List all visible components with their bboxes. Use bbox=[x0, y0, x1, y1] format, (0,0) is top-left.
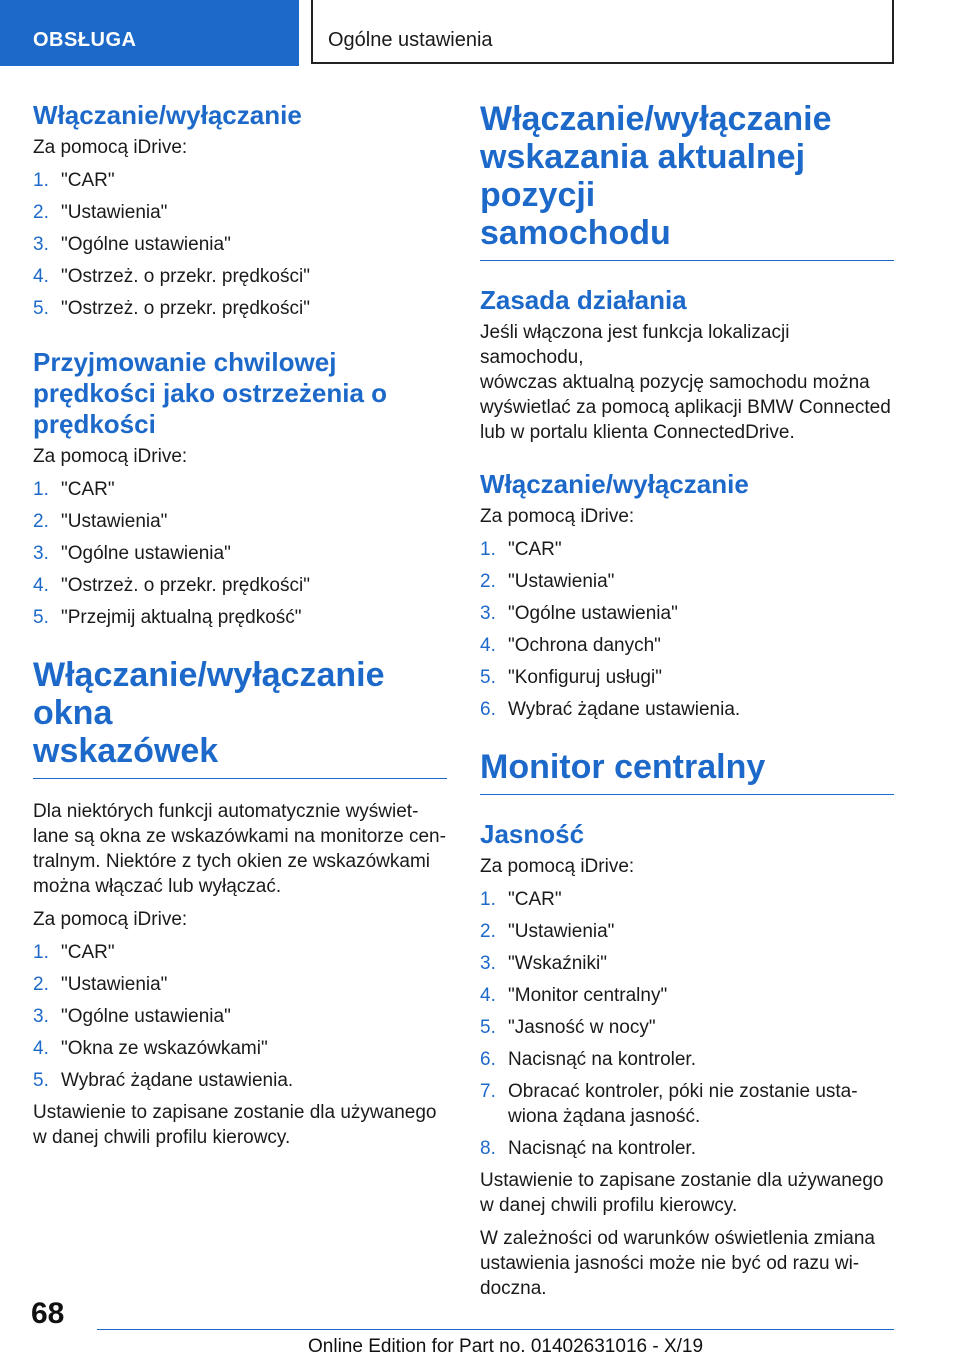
step-item: 1. "CAR" bbox=[33, 479, 115, 500]
step-item: 1. "CAR" bbox=[480, 889, 562, 910]
step-item: 3. "Ogólne ustawienia" bbox=[33, 234, 231, 255]
section-heading-principle: Zasada działania bbox=[480, 285, 687, 315]
step-item: 5. Wybrać żądane ustawienia. bbox=[33, 1070, 294, 1091]
note-text: Ustawienie to zapisane zostanie dla używanego w danej chwili profilu kierowcy. bbox=[33, 1102, 437, 1148]
step-item: 1. "CAR" bbox=[33, 170, 115, 191]
intro-text: Za pomocą iDrive: bbox=[480, 506, 635, 527]
steps-list bbox=[480, 887, 894, 1161]
section-tab[interactable] bbox=[0, 0, 299, 66]
step-item: 1. "CAR" bbox=[33, 942, 115, 963]
step-item: 3. "Ogólne ustawienia" bbox=[33, 1006, 231, 1027]
step-item: 2. "Ustawienia" bbox=[33, 511, 168, 532]
step-item: 5. "Przejmij aktualną prędkość" bbox=[33, 607, 302, 628]
steps-list bbox=[33, 940, 447, 1093]
step-item: 1. "CAR" bbox=[480, 539, 562, 560]
section-heading-position: Włączanie/wyłączanie wskazania aktualnej pozycji samochodu bbox=[480, 100, 894, 261]
footer-edition: Online Edition for Part no. 01402631016 - X/19 bbox=[308, 1336, 704, 1357]
step-item: 4. "Ostrzeż. o przekr. prędkości" bbox=[33, 575, 310, 596]
intro-text: Za pomocą iDrive: bbox=[480, 856, 635, 877]
right-column bbox=[480, 100, 894, 1301]
steps-list bbox=[33, 477, 447, 630]
note-text: Ustawienie to zapisane zostanie dla używanego w danej chwili profilu kierowcy. bbox=[480, 1170, 884, 1216]
section-heading-brightness: Jasność bbox=[480, 819, 585, 849]
step-item: 5. "Ostrzeż. o przekr. prędkości" bbox=[33, 298, 310, 319]
page-title: Ogólne ustawienia bbox=[328, 29, 493, 51]
intro-text: Za pomocą iDrive: bbox=[33, 446, 188, 467]
step-item: 5. "Jasność w nocy" bbox=[480, 1017, 656, 1038]
step-item: 5. "Konfiguruj usługi" bbox=[480, 667, 662, 688]
step-item: 2. "Ustawienia" bbox=[480, 921, 615, 942]
step-item: 6. Nacisnąć na kontroler. bbox=[480, 1049, 696, 1070]
step-item: 2. "Ustawienia" bbox=[33, 202, 168, 223]
section-heading-monitor: Monitor centralny bbox=[480, 748, 894, 795]
left-column bbox=[33, 100, 447, 1150]
step-item: 4. "Ochrona danych" bbox=[480, 635, 661, 656]
step-item: 8. Nacisnąć na kontroler. bbox=[480, 1138, 696, 1159]
section-heading-power: Włączanie/wyłączanie bbox=[33, 100, 302, 130]
intro-text: Za pomocą iDrive: bbox=[33, 909, 188, 930]
steps-list bbox=[480, 537, 894, 722]
step-item: 3. "Ogólne ustawienia" bbox=[480, 603, 678, 624]
footer-divider bbox=[97, 1329, 894, 1330]
step-item: 3. "Ogólne ustawienia" bbox=[33, 543, 231, 564]
step-item: 4. "Ostrzeż. o przekr. prędkości" bbox=[33, 266, 310, 287]
section-heading-speed: Przyjmowanie chwilowej prędkości jako ostrzeżenia o prędkości bbox=[33, 347, 388, 439]
intro-text: Za pomocą iDrive: bbox=[33, 137, 188, 158]
page-number: 68 bbox=[31, 1297, 65, 1330]
step-item: 7. Obracać kontroler, póki nie zostanie usta- wiona żądana jasność. bbox=[480, 1081, 858, 1127]
step-item: 3. "Wskaźniki" bbox=[480, 953, 607, 974]
step-item: 4. "Okna ze wskazówkami" bbox=[33, 1038, 268, 1059]
step-item: 2. "Ustawienia" bbox=[33, 974, 168, 995]
section-heading-hints: Włączanie/wyłączanie okna wskazówek bbox=[33, 656, 447, 779]
note-text: W zależności od warunków oświetlenia zmiana ustawienia jasności może nie być od razu wi- doczna. bbox=[480, 1228, 875, 1299]
steps-list bbox=[33, 168, 447, 321]
section-tab-label: OBSŁUGA bbox=[33, 29, 137, 51]
description-text: Jeśli włączona jest funkcja lokalizacji samochodu, wówczas aktualną pozycję samochodu można wyświetlać za pomocą aplikacji BMW Connected lub w portalu klienta ConnectedDrive. bbox=[480, 322, 891, 443]
step-item: 6. Wybrać żądane ustawienia. bbox=[480, 699, 741, 720]
section-heading-power: Włączanie/wyłączanie bbox=[480, 469, 749, 499]
description-text: Dla niektórych funkcji automatycznie wyświet- lane są okna ze wskazówkami na monitorze cen- tralnym. Niektóre z tych okien ze wskazówkami można włączać lub wyłączać. bbox=[33, 801, 446, 897]
step-item: 2. "Ustawienia" bbox=[480, 571, 615, 592]
step-item: 4. "Monitor centralny" bbox=[480, 985, 668, 1006]
